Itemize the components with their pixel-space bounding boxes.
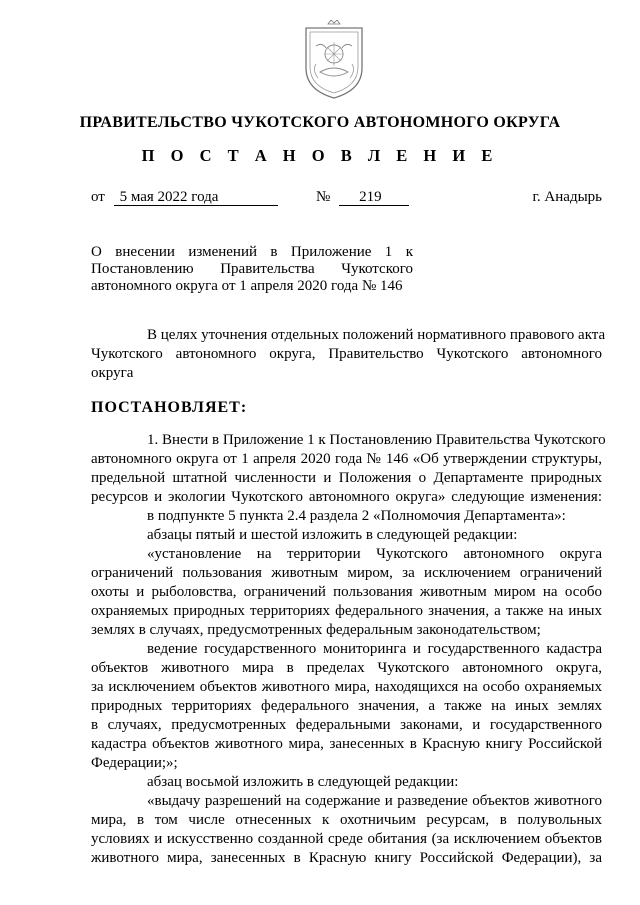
- body-line: в подпункте 5 пункта 2.4 раздела 2 «Полномочия Департамента»:: [147, 508, 566, 524]
- body-line: «установление на территории Чукотского автономного округа: [147, 546, 602, 562]
- preamble: [91, 326, 606, 383]
- body-line: охраняемых природных территориях федерального значения, а также на иных: [91, 603, 602, 619]
- body-line: ресурсов и экологии Чукотского автономного округа» следующие изменения:: [91, 489, 602, 505]
- body-line: «выдачу разрешений на содержание и разведение объектов животного: [147, 793, 602, 809]
- body-line: абзац восьмой изложить в следующей редакции:: [147, 774, 459, 790]
- preamble-line: В целях уточнения отдельных положений нормативного правового акта: [147, 327, 606, 343]
- date-prefix: от: [91, 189, 105, 205]
- body-line: ведение государственного мониторинга и государственного кадастра: [147, 641, 602, 657]
- body-line: 1. Внести в Приложение 1 к Постановлению Правительства Чукотского: [147, 432, 606, 448]
- preamble-line: Чукотского автономного округа, Правительство Чукотского автономного: [91, 346, 602, 362]
- city: г. Анадырь: [532, 189, 602, 205]
- body-line: природных территориях федерального значения, а также на иных землях: [91, 698, 602, 714]
- date-line: [91, 189, 278, 206]
- subject-line: Постановлению Правительства Чукотского: [91, 261, 413, 277]
- body-line: кадастра объектов животного мира, занесенных в Красную книгу Российской: [91, 736, 602, 752]
- body-line: за исключением объектов животного мира, находящихся на особо охраняемых: [91, 679, 602, 695]
- body-line: объектов животного мира в пределах Чукотского автономного округа,: [91, 660, 602, 676]
- subject-line: О внесении изменений в Приложение 1 к: [91, 244, 413, 260]
- number-sign: №: [316, 189, 331, 205]
- number-line: [316, 189, 409, 206]
- preamble-line: округа: [91, 365, 134, 381]
- document-type: П О С Т А Н О В Л Е Н И Е: [141, 146, 499, 165]
- body-line: предельной штатной численности и Положения о Департаменте природных: [91, 470, 602, 486]
- government-title: ПРАВИТЕЛЬСТВО ЧУКОТСКОГО АВТОНОМНОГО ОКРУГА: [79, 114, 561, 131]
- number-value: 219: [339, 190, 409, 206]
- body-line: охоты и рыболовства, ограничений пользования животным миром на особо: [91, 584, 602, 600]
- body-line: Федерации;»;: [91, 755, 178, 771]
- body-line: автономного округа от 1 апреля 2020 года № 146 «Об утверждении структуры,: [91, 451, 602, 467]
- body-line: мира, в том числе отнесенных к охотничьим ресурсам, в полувольных: [91, 812, 602, 828]
- subject-line: автономного округа от 1 апреля 2020 года № 146: [91, 278, 403, 294]
- body-line: в случаях, предусмотренных федеральными законами, и государственного: [91, 717, 602, 733]
- body-line: условиях и искусственно созданной среде обитания (за исключением объектов: [91, 831, 602, 847]
- decree-body: [91, 431, 606, 868]
- date-value: 5 мая 2022 года: [114, 190, 278, 206]
- resolves-heading: ПОСТАНОВЛЯЕТ:: [91, 399, 248, 416]
- body-line: животного мира, занесенных в Красную книгу Российской Федерации), за: [91, 850, 602, 866]
- body-line: землях в случаях, предусмотренных федеральным законодательством;: [91, 622, 541, 638]
- body-line: ограничений пользования животным миром, за исключением ограничений: [91, 565, 602, 581]
- document-subject: [91, 244, 413, 295]
- body-line: абзацы пятый и шестой изложить в следующей редакции:: [147, 527, 518, 543]
- coat-of-arms-icon: [300, 20, 368, 102]
